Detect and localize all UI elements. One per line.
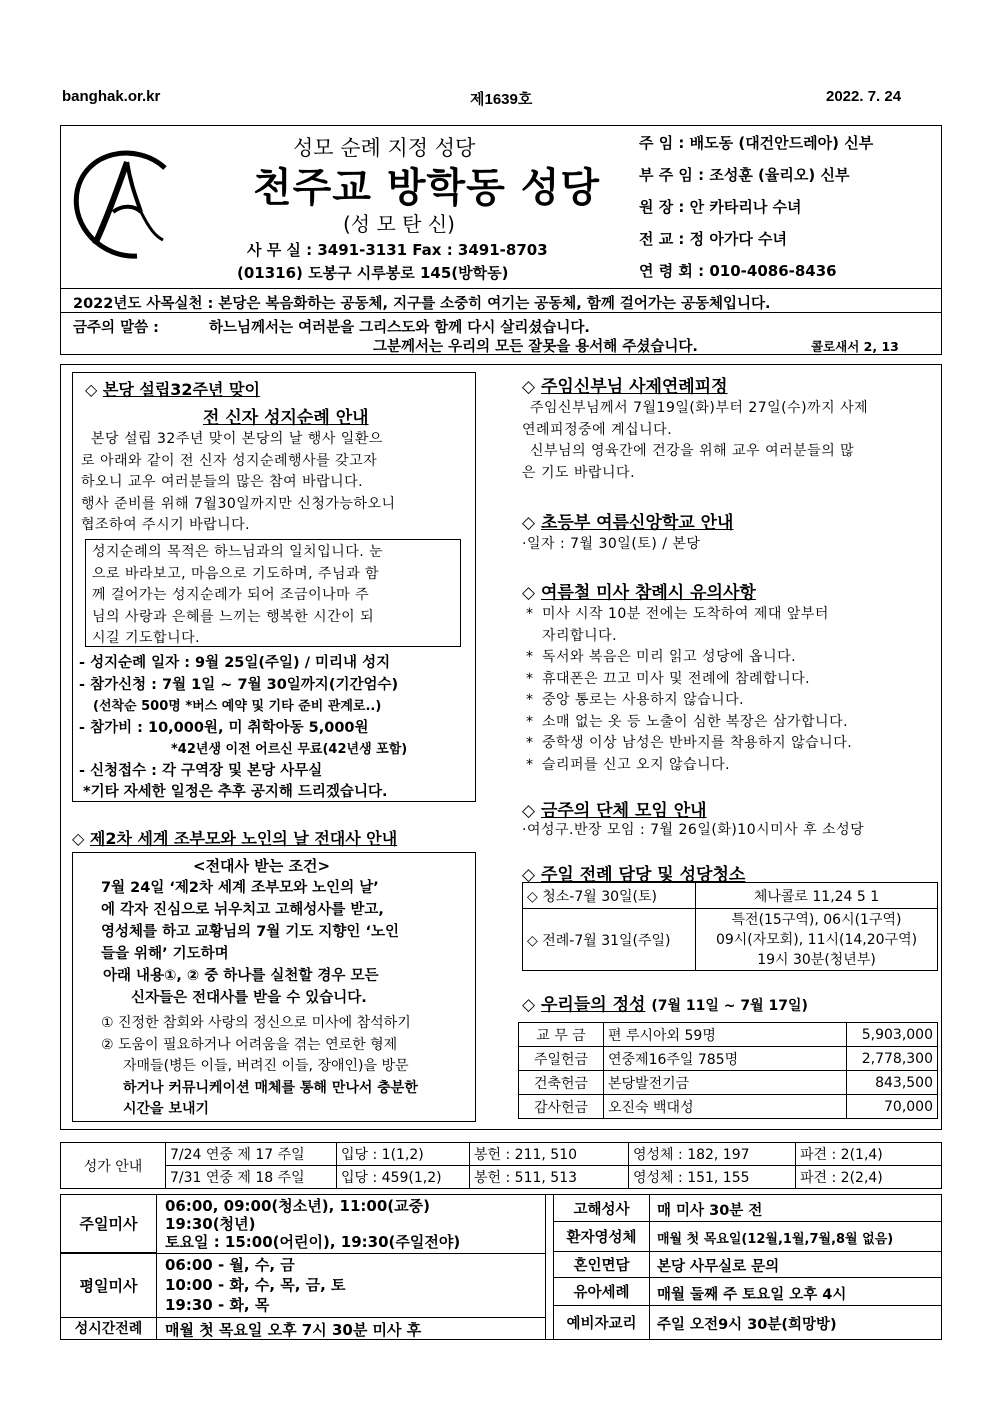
staff-phone: 연 령 회 : 010-4086-8436: [639, 262, 837, 280]
pilgrimage-details: - 성지순례 일자 : 9월 25일(주일) / 미리내 성지 - 참가신청 : 7월 1일 ~ 7월 30일까지(기간엄수) (선착순 500명 *버스 예약 및 기타 준비 관계로..) - 참가비 : 10,000원, 미 취학아동 5,000원 *42년생 이전 어르신 무료(42년생 포함) - 신청접수 : 각 구역장 및 본당 사무실 *기타 자세한 일정은 추후 공지해 드리겠습니다.: [79, 655, 408, 800]
church-logo-icon: [67, 140, 189, 262]
indulgence-items: ① 진정한 참회와 사랑의 정신으로 미사에 참석하기 ② 도움이 필요하거나 어려움을 겪는 연로한 형제 자매들(병든 이들, 버려진 이들, 장애인)을 방문 하거나 커뮤니케이션 매체를 통해 만나서 충분한 시간을 보내기: [101, 1015, 418, 1117]
table-row: 주일헌금 연중제16주일 785명 2,778,300: [519, 1047, 938, 1071]
confession-label: 고해성사: [573, 1201, 630, 1218]
staff-assistant: 부 주 임 : 조성훈 (율리오) 신부: [639, 166, 850, 184]
duty-heading: ◇ 주일 전례 담당 및 성당청소: [522, 865, 746, 885]
sick-communion-label: 환자영성체: [566, 1229, 637, 1246]
retreat-heading: ◇ 주임신부님 사제연례피정: [522, 377, 728, 397]
weekday-mass-times: 06:00 - 월, 수, 금 10:00 - 화, 수, 목, 금, 토 19:30 - 화, 목: [165, 1256, 346, 1314]
word-reference: 콜로새서 2, 13: [811, 339, 899, 354]
table-row: 건축헌금 본당발전기금 843,500: [519, 1071, 938, 1095]
issue-date: 2022. 7. 24: [826, 88, 902, 105]
church-name: 천주교 방학동 성당: [253, 165, 600, 211]
sunday-mass-label: 주일미사: [61, 1195, 157, 1253]
purpose-box: 성지순례의 목적은 하느님과의 일치입니다. 눈 으로 바라보고, 마음으로 기도하며, 주님과 함 께 걸어가는 성지순례가 되어 조금이나마 주 님의 사랑과 은혜를 느끼는 행복한 시간이 되 시길 기도합니다.: [85, 539, 461, 647]
office-phone: 사 무 실 : 3491-3131 Fax : 3491-8703: [247, 241, 548, 259]
weekday-mass-label: 평일미사: [61, 1253, 157, 1317]
pilgrimage-text: 본당 설립 32주년 맞이 본당의 날 행사 일환으 로 아래와 같이 전 신자 성지순례행사를 갖고자 하오니 교우 여러분들의 많은 참여 바랍니다. 행사 준비를 위해 7월30일까지만 신청가능하오니 협조하여 주시기 바랍니다.: [81, 431, 396, 533]
staff-pastor: 주 임 : 배도동 (대건안드레아) 신부: [639, 134, 874, 152]
summer-list: * 미사 시작 10분 전에는 도착하여 제대 앞부터 자리합니다. * 독서와 복음은 미리 읽고 성당에 옵니다. * 휴대폰은 끄고 미사 및 전례에 참례합니다. * 중앙 통로는 사용하지 않습니다. * 소매 없는 옷 등 노출이 심한 복장은 삼가합니다. * 중학생 이상 남성은 반바지를 착용하지 않습니다. * 슬리퍼를 신고 오지 않습니다.: [526, 606, 853, 773]
clean-value: 체나콜로 11,24 5 1: [696, 883, 938, 909]
word-line-2: 그분께서는 우리의 모든 잘못을 용서해 주셨습니다.: [373, 339, 698, 355]
table-row: 7/31 연중 제 18 주일 입당 : 459(1,2) 봉헌 : 511, 513 영성체 : 151, 155 파견 : 2(2,4): [61, 1166, 942, 1189]
indulgence-heading: ◇ 제2차 세계 조부모와 노인의 날 전대사 안내: [72, 829, 398, 848]
motto: (성 모 탄 신): [343, 212, 455, 236]
marriage-info: 본당 사무실로 문의: [657, 1259, 780, 1275]
indulgence-conditions: <전대사 받는 조건>: [193, 857, 331, 875]
school-text: ·일자 : 7월 30일(토) / 본당: [522, 536, 701, 552]
pilgrimage-box: [72, 372, 476, 802]
staff-director: 원 장 : 안 카타리나 수녀: [639, 198, 802, 216]
summer-heading: ◇ 여름철 미사 참례시 유의사항: [522, 583, 756, 603]
offering-heading: ◇ 우리들의 정성 (7월 11일 ~ 7월 17일): [522, 995, 808, 1015]
schedule-frame: [60, 1194, 942, 1340]
group-text: ·여성구.반장 모임 : 7월 26일(화)10시미사 후 소성당: [522, 822, 865, 838]
website: banghak.or.kr: [62, 88, 161, 105]
infant-baptism-time: 매월 둘째 주 토요일 오후 4시: [657, 1287, 847, 1303]
liturgy-value: 특전(15구역), 06시(1구역) 09시(자모회), 11시(14,20구역) 19시 30분(청년부): [696, 909, 938, 971]
indulgence-text: 7월 24일 ‘제2차 세계 조부모와 노인의 날’ 에 각자 진심으로 뉘우치고 고해성사를 받고, 영성체를 하고 교황님의 7월 기도 지향인 ‘노인 들을 위해’ 기도하며 아래 내용①, ② 중 하나를 실천할 경우 모든 신자들은 전대사를 받을 수 있습니다.: [101, 880, 400, 1006]
table-row: 감사헌금 오진숙 백대성 70,000: [519, 1095, 938, 1119]
masthead: [60, 125, 942, 355]
pastoral-row: [61, 288, 941, 312]
word-row: [61, 312, 941, 354]
issue-number: 제1639호: [470, 91, 533, 108]
infant-baptism-label: 유아세례: [573, 1284, 630, 1301]
school-heading: ◇ 초등부 여름신앙학교 안내: [522, 513, 734, 533]
group-heading: ◇ 금주의 단체 모임 안내: [522, 801, 707, 821]
staff-catechist: 전 교 : 정 아가다 수녀: [639, 230, 788, 248]
mass-stats-table: [60, 1142, 942, 1189]
liturgy-label: ◇ 전례-7월 31일(주일): [523, 909, 696, 971]
word-label: 금주의 말씀 :: [73, 320, 159, 336]
clean-label: ◇ 청소-7월 30일(토): [523, 883, 696, 909]
duty-table: [522, 882, 938, 971]
divider: [649, 1195, 650, 1339]
holy-hour-label: 성시간전례: [61, 1317, 157, 1339]
retreat-text: 주임신부님께서 7월19일(화)부터 27일(수)까지 사제 연례피정중에 계십니다. 신부님의 영육간에 건강을 위해 교우 여러분들의 많 은 기도 바랍니다.: [522, 400, 869, 481]
offering-table: [518, 1022, 938, 1119]
table-row: 성가 안내 7/24 연중 제 17 주일 입당 : 1(1,2) 봉헌 : 211, 510 영성체 : 182, 197 파견 : 2(1,4): [61, 1143, 942, 1166]
confession-time: 매 미사 30분 전: [657, 1203, 763, 1219]
holy-hour-time: 매월 첫 목요일 오후 7시 30분 미사 후: [165, 1321, 422, 1339]
sunday-mass-times: 06:00, 09:00(청소년), 11:00(교중) 19:30(청년) 토요일 : 15:00(어린이), 19:30(주일전야): [165, 1197, 461, 1251]
address: (01316) 도봉구 시루봉로 145(방학동): [237, 264, 509, 282]
word-line-1: 하느님께서는 여러분을 그리스도와 함께 다시 살리셨습니다.: [209, 320, 590, 336]
anniversary-heading: ◇ 본당 설립32주년 맞이: [85, 380, 260, 399]
catechumen-time: 주일 오전9시 30분(희망방): [657, 1317, 837, 1333]
pilgrimage-heading: 전 신자 성지순례 안내: [203, 408, 369, 428]
stats-label: 성가 안내: [61, 1143, 166, 1189]
catechumen-label: 예비자교리: [566, 1315, 637, 1332]
marriage-label: 혼인면담: [573, 1257, 630, 1274]
divider: [545, 1195, 546, 1339]
sick-communion-time: 매월 첫 목요일(12월,1월,7월,8월 없음): [657, 1232, 894, 1247]
indulgence-box: [72, 852, 476, 1122]
table-row: 교 무 금 편 루시아외 59명 5,903,000: [519, 1023, 938, 1047]
subtitle: 성모 순례 지정 성당: [293, 136, 476, 160]
pastoral-goal: 2022년도 사목실천 : 본당은 복음화하는 공동체, 지구를 소중히 여기는 공동체, 함께 걸어가는 공동체입니다.: [73, 296, 771, 312]
